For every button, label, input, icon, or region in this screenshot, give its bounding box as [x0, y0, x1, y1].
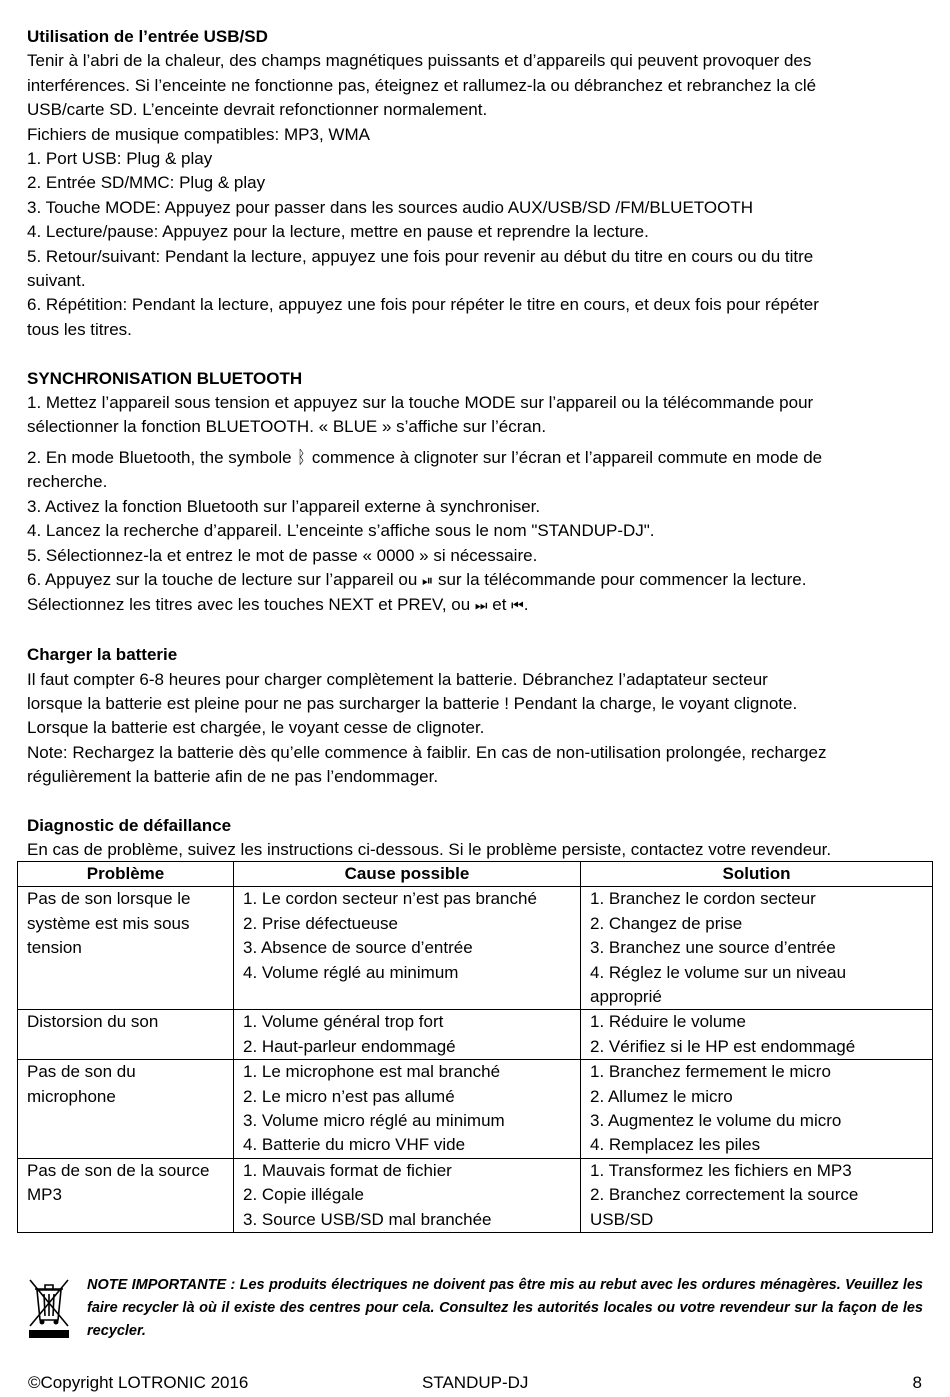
solution-cell-line: 1. Réduire le volume	[590, 1012, 746, 1032]
play-pause-icon: ⏯	[422, 572, 434, 589]
troubleshooting-table	[17, 861, 933, 1233]
table-row	[18, 1060, 933, 1159]
solution-cell-line: 1. Branchez le cordon secteur	[590, 889, 816, 909]
solution-cell-line: 3. Augmentez le volume du micro	[590, 1111, 842, 1131]
battery-section-heading: Charger la batterie	[27, 645, 178, 665]
usb-section-line: 6. Répétition: Pendant la lecture, appuyez une fois pour répéter le titre en cours, et deux fois pour répéter	[27, 295, 819, 315]
footer-model: STANDUP-DJ	[422, 1373, 529, 1392]
diagnostic-section-heading: Diagnostic de défaillance	[27, 815, 232, 835]
usb-section-line: tous les titres.	[27, 319, 132, 339]
bluetooth-step-6-cont	[27, 593, 927, 618]
problem-cell	[18, 1060, 234, 1159]
solution-cell-line: USB/SD	[590, 1209, 654, 1229]
cause-cell-line: 2. Copie illégale	[243, 1185, 364, 1205]
battery-section-line: Note: Rechargez la batterie dès qu’elle commence à faiblir. En cas de non-utilisation prolongée, rechargez	[27, 742, 827, 762]
table-row	[18, 1010, 933, 1060]
solution-cell-line: 4. Remplacez les piles	[590, 1135, 761, 1155]
battery-section-line: régulièrement la batterie afin de ne pas l’endommager.	[27, 767, 439, 787]
bluetooth-step-6-text-b: sur la télécommande pour commencer la lecture.	[433, 569, 807, 589]
spacer	[27, 619, 927, 643]
cause-cell-line: 2. Le micro n’est pas allumé	[243, 1086, 455, 1106]
column-header-cause: Cause possible	[234, 862, 581, 887]
cause-cell-line: 2. Prise défectueuse	[243, 913, 398, 933]
problem-cell-line: microphone	[27, 1086, 116, 1106]
cause-cell-line: 3. Absence de source d’entrée	[243, 938, 473, 958]
cause-cell-line: 1. Mauvais format de fichier	[243, 1160, 452, 1180]
solution-cell-line: 2. Vérifiez si le HP est endommagé	[590, 1036, 856, 1056]
battery-section-line: lorsque la batterie est pleine pour ne pas surcharger la batterie ! Pendant la charge, le voyant clignote.	[27, 693, 798, 713]
usb-section-heading: Utilisation de l’entrée USB/SD	[27, 27, 268, 46]
cause-cell-line: 4. Volume réglé au minimum	[243, 962, 459, 982]
problem-cell-line: Pas de son de la source	[27, 1160, 210, 1180]
bluetooth-step-4: 4. Lancez la recherche d’appareil. L’enceinte s’affiche sous le nom "STANDUP-DJ".	[27, 521, 655, 541]
column-header-problem: Problème	[18, 862, 234, 887]
solution-cell	[581, 1010, 933, 1060]
problem-cell-line: Distorsion du son	[27, 1012, 159, 1032]
usb-section-body	[27, 49, 927, 342]
usb-section-line: interférences. Si l’enceinte ne fonctionne pas, éteignez et rallumez-la ou débranchez et rebranchez la clé	[27, 75, 817, 95]
bluetooth-step-2	[27, 446, 927, 470]
usb-section-line: Fichiers de musique compatibles: MP3, WMA	[27, 124, 370, 144]
bluetooth-step-6-cont-text-a: Sélectionnez les titres avec les touches NEXT et PREV, ou	[27, 595, 475, 615]
usb-section-line: 2. Entrée SD/MMC: Plug & play	[27, 173, 266, 193]
bluetooth-step-1: 1. Mettez l’appareil sous tension et appuyez sur la touche MODE sur l’appareil ou la télécommande pour	[27, 393, 814, 413]
usb-section-line: 1. Port USB: Plug & play	[27, 149, 213, 169]
cause-cell	[234, 1010, 581, 1060]
problem-cell	[18, 1158, 234, 1232]
usb-section-line: 4. Lecture/pause: Appuyez pour la lecture, mettre en pause et reprendre la lecture.	[27, 222, 649, 242]
bluetooth-step-3: 3. Activez la fonction Bluetooth sur l’appareil externe à synchroniser.	[27, 496, 541, 516]
footer-copyright: ©Copyright LOTRONIC 2016	[28, 1373, 249, 1392]
bluetooth-step-2-cont: recherche.	[27, 472, 108, 492]
spacer	[27, 790, 927, 814]
diagnostic-intro: En cas de problème, suivez les instructions ci-dessous. Si le problème persiste, contactez votre revendeur.	[27, 840, 832, 860]
problem-cell-line: MP3	[27, 1185, 62, 1205]
footer-page-number: 8	[912, 1373, 922, 1392]
cause-cell	[234, 1060, 581, 1159]
bluetooth-icon: ᛒ	[297, 446, 306, 468]
cause-cell-line: 3. Volume micro réglé au minimum	[243, 1111, 505, 1131]
bluetooth-step-2-text-a: 2. En mode Bluetooth, the symbole	[27, 447, 297, 467]
solution-cell-line: 4. Réglez le volume sur un niveau	[590, 962, 847, 982]
column-header-solution: Solution	[581, 862, 933, 887]
cause-cell	[234, 887, 581, 1010]
solution-cell-line: 1. Branchez fermement le micro	[590, 1062, 831, 1082]
cause-cell-line: 1. Le cordon secteur n’est pas branché	[243, 889, 537, 909]
document-body	[27, 25, 927, 863]
battery-section-line: Il faut compter 6-8 heures pour charger complètement la batterie. Débranchez l’adaptateur secteur	[27, 669, 768, 689]
battery-section-line: Lorsque la batterie est chargée, le voyant cesse de clignoter.	[27, 718, 485, 738]
usb-section-line: USB/carte SD. L’enceinte devrait refonctionner normalement.	[27, 100, 488, 120]
problem-cell	[18, 1010, 234, 1060]
table-header-row	[18, 862, 933, 887]
solution-cell-line: 2. Branchez correctement la source	[590, 1185, 859, 1205]
battery-section-body	[27, 668, 927, 790]
solution-cell-line: 2. Allumez le micro	[590, 1086, 733, 1106]
table-row	[18, 1158, 933, 1232]
bluetooth-step-6-cont-text-b: et	[487, 595, 512, 615]
bluetooth-step-1-cont: sélectionner la fonction BLUETOOTH. « BLUE » s’affiche sur l’écran.	[27, 417, 547, 437]
usb-section-line: 3. Touche MODE: Appuyez pour passer dans les sources audio AUX/USB/SD /FM/BLUETOOTH	[27, 197, 753, 217]
cause-cell	[234, 1158, 581, 1232]
bluetooth-step-6-text-a: 6. Appuyez sur la touche de lecture sur l’appareil ou	[27, 569, 423, 589]
cause-cell-line: 3. Source USB/SD mal branchée	[243, 1209, 492, 1229]
problem-cell-line: Pas de son lorsque le	[27, 889, 191, 909]
bluetooth-step-6-cont-text-c: .	[523, 595, 529, 615]
problem-cell	[18, 887, 234, 1010]
usb-section-line: Tenir à l’abri de la chaleur, des champs magnétiques puissants et d’appareils qui peuvent provoquer des	[27, 51, 812, 71]
solution-cell-line: 3. Branchez une source d’entrée	[590, 938, 836, 958]
problem-cell-line: Pas de son du	[27, 1062, 136, 1082]
problem-cell-line: tension	[27, 938, 82, 958]
table-row	[18, 887, 933, 1010]
table-body	[18, 887, 933, 1233]
usb-section-line: suivant.	[27, 271, 86, 291]
solution-cell	[581, 887, 933, 1010]
weee-crossed-bin-icon	[27, 1276, 71, 1340]
solution-cell	[581, 1158, 933, 1232]
bluetooth-step-5: 5. Sélectionnez-la et entrez le mot de passe « 0000 » si nécessaire.	[27, 545, 538, 565]
usb-section-line: 5. Retour/suivant: Pendant la lecture, appuyez une fois pour revenir au début du titre en cours ou du titre	[27, 246, 814, 266]
important-note-text: NOTE IMPORTANTE : Les produits électriques ne doivent pas être mis au rebut avec les ordures ménagères. Veuillez les faire recycler là où il existe des centres pour cela. Consultez les autorités locales ou votre revendeur sur la façon de les recycler.	[87, 1277, 923, 1339]
cause-cell-line: 4. Batterie du micro VHF vide	[243, 1135, 466, 1155]
solution-cell-line: 2. Changez de prise	[590, 913, 743, 933]
cause-cell-line: 2. Haut-parleur endommagé	[243, 1036, 456, 1056]
solution-cell-line: 1. Transformez les fichiers en MP3	[590, 1160, 852, 1180]
cause-cell-line: 1. Volume général trop fort	[243, 1012, 444, 1032]
previous-track-icon: ⏮	[511, 598, 524, 615]
bluetooth-step-2-text-b: commence à clignoter sur l’écran et l’appareil commute en mode de	[307, 447, 823, 467]
solution-cell-line: approprié	[590, 987, 662, 1007]
bluetooth-step-6	[27, 568, 927, 593]
solution-cell	[581, 1060, 933, 1159]
next-track-icon: ⏭	[474, 598, 488, 615]
cause-cell-line: 1. Le microphone est mal branché	[243, 1062, 501, 1082]
spacer	[27, 342, 927, 366]
bluetooth-section-heading: SYNCHRONISATION BLUETOOTH	[27, 368, 303, 388]
problem-cell-line: système est mis sous	[27, 913, 190, 933]
